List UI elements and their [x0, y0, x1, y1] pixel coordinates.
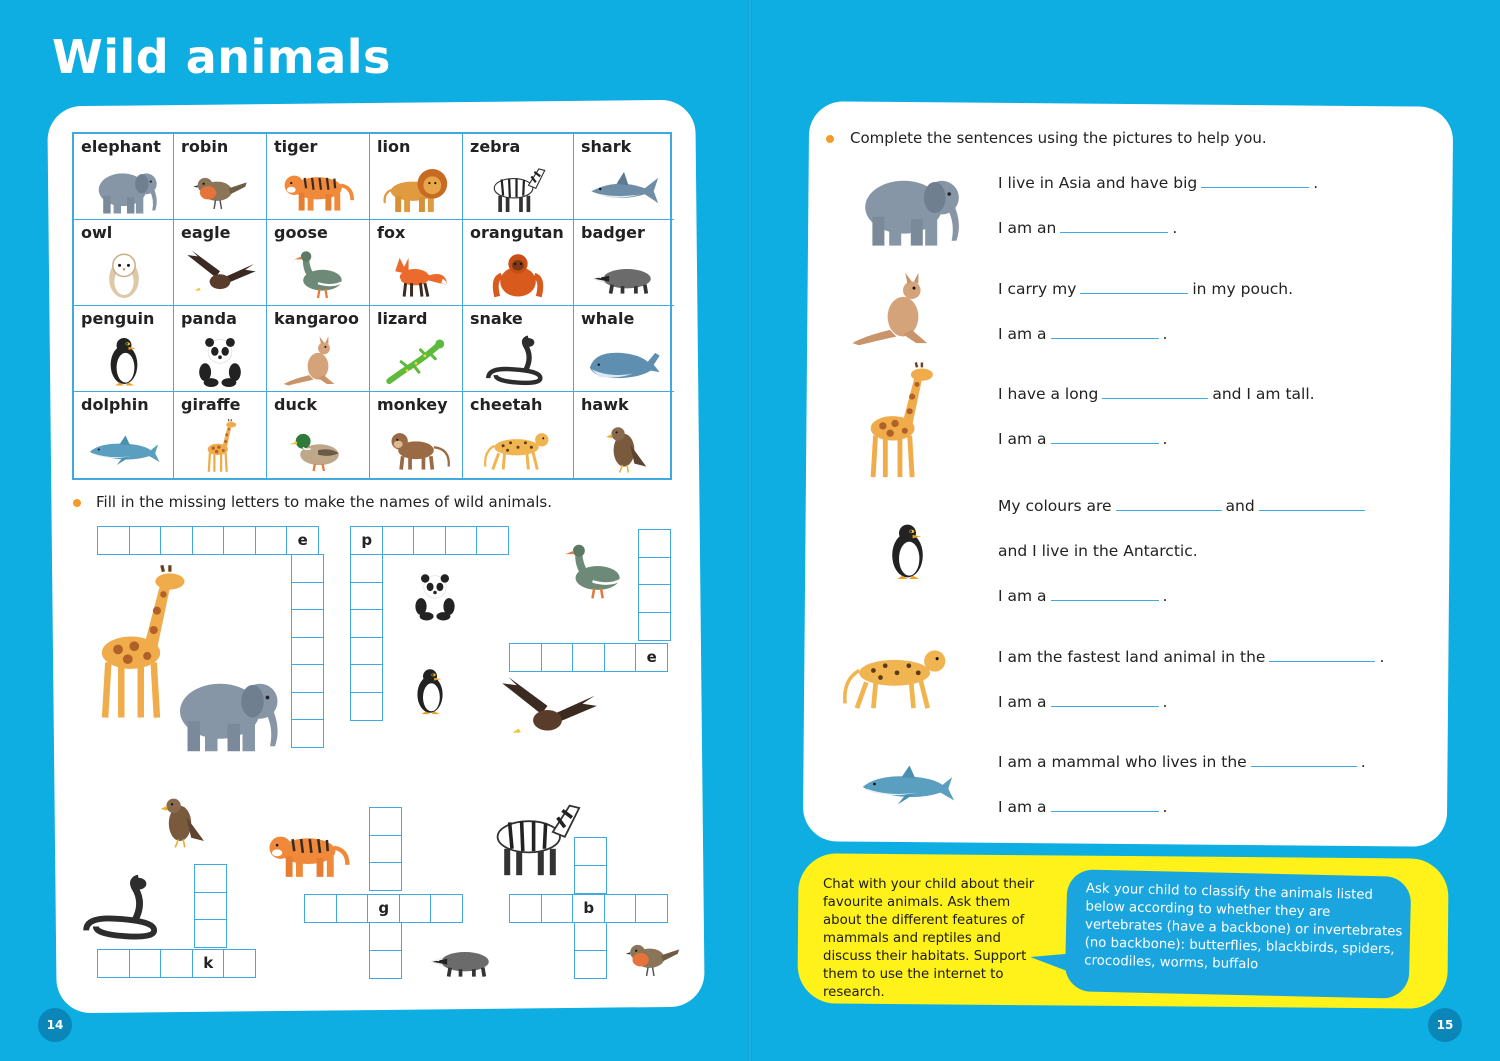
eagle-icon: [180, 249, 260, 301]
word-label: giraffe: [181, 395, 241, 414]
grid-cell-giraffe: [174, 392, 267, 478]
crossword-panda-down: [351, 555, 383, 720]
letter-box[interactable]: [350, 692, 383, 721]
tiger-icon: [248, 822, 368, 882]
penguin-icon: [395, 652, 465, 730]
sentence-text: .: [1360, 753, 1366, 771]
bullet-dot: [73, 499, 81, 507]
sentence-dolphin-1: [998, 753, 1366, 771]
shark-icon: [584, 163, 664, 215]
word-label: duck: [274, 395, 317, 414]
sentence-text: I have a long: [998, 385, 1099, 403]
goose-icon: [550, 535, 635, 609]
sentence-penguin-3: [998, 587, 1167, 605]
grid-cell-whale: [574, 306, 674, 392]
grid-cell-shark: [574, 134, 674, 220]
sentence-text: .: [1162, 430, 1168, 448]
tiger-icon: [278, 163, 358, 215]
sentence-text: I am an: [998, 219, 1057, 237]
letter-box[interactable]: [509, 643, 542, 672]
word-label: robin: [181, 137, 229, 156]
animal-word-grid: [72, 132, 672, 480]
word-label: eagle: [181, 223, 231, 242]
grid-cell-kangaroo: [267, 306, 370, 392]
letter-box[interactable]: [350, 664, 383, 693]
grid-cell-badger: [574, 220, 674, 306]
word-label: hawk: [581, 395, 629, 414]
letter-box[interactable]: [638, 612, 671, 641]
hawk-icon: [140, 786, 220, 856]
sentence-giraffe-2: [998, 430, 1167, 448]
sentence-text: .: [1162, 693, 1168, 711]
chat-tip-text: Chat with your child about their favourite animals. Ask them about the different features of mammals and reptiles and discuss their habitats. Support them to use the internet to research.: [823, 877, 1035, 1000]
letter-box[interactable]: [604, 894, 637, 923]
sentence-text: .: [1162, 798, 1168, 816]
sentence-text: I am a: [998, 325, 1047, 343]
dolphin-icon: [84, 422, 164, 474]
letter-box[interactable]: [97, 526, 130, 555]
robin-icon: [180, 163, 260, 215]
word-label: panda: [181, 309, 237, 328]
grid-cell-panda: [174, 306, 267, 392]
sentence-text: and: [1225, 497, 1255, 515]
answer-blank[interactable]: [1051, 587, 1159, 601]
letter-box[interactable]: [445, 526, 478, 555]
letter-box[interactable]: [194, 864, 227, 893]
letter-box[interactable]: [255, 526, 288, 555]
letter-box[interactable]: [223, 949, 256, 978]
snake-icon: [70, 874, 180, 942]
sentence-kangaroo-2: [998, 325, 1167, 343]
sentence-elephant-1: [998, 174, 1318, 192]
grid-cell-duck: [267, 392, 370, 478]
giraffe-icon: [855, 360, 940, 482]
letter-box[interactable]: [194, 919, 227, 948]
letter-box-g[interactable]: g: [367, 894, 400, 923]
kangaroo-icon: [278, 335, 358, 387]
sentence-kangaroo-1: [998, 280, 1293, 298]
letter-box[interactable]: [336, 894, 369, 923]
elephant-icon: [160, 664, 285, 756]
letter-box[interactable]: [223, 526, 256, 555]
word-label: tiger: [274, 137, 318, 156]
letter-box-p[interactable]: p: [350, 526, 383, 555]
letter-box-k[interactable]: k: [192, 949, 225, 978]
hawk-icon: [584, 422, 664, 474]
badger-icon: [584, 249, 664, 301]
book-spine: [748, 0, 752, 1061]
lizard-icon: [376, 335, 456, 387]
letter-box[interactable]: [635, 894, 668, 923]
letter-box[interactable]: [350, 554, 383, 583]
crossword-elephant-across: [98, 527, 319, 555]
elephant-icon: [846, 158, 966, 254]
zebra-icon: [478, 163, 558, 215]
speech-bubble-text: Ask your child to classify the animals listed below according to whether they are vertebrates (have a backbone) or invertebrates (no backbone): butterflies, blackbirds, spiders, crocodiles, worms, buffalo: [1084, 881, 1403, 973]
letter-box[interactable]: [369, 862, 402, 891]
letter-box[interactable]: [304, 894, 337, 923]
answer-blank[interactable]: [1051, 693, 1159, 707]
word-label: penguin: [81, 309, 155, 328]
grid-cell-snake: [463, 306, 574, 392]
cheetah-icon: [478, 422, 558, 474]
letter-box-e[interactable]: e: [286, 526, 319, 555]
snake-icon: [478, 335, 558, 387]
goose-icon: [278, 249, 358, 301]
giraffe-icon: [200, 418, 240, 474]
grid-cell-owl: [74, 220, 174, 306]
sentence-dolphin-2: [998, 798, 1167, 816]
grid-cell-monkey: [370, 392, 463, 478]
crossword-robin-across: [510, 895, 668, 923]
crossword-goose-down: [639, 530, 671, 640]
sentence-text: I am a: [998, 693, 1047, 711]
word-label: goose: [274, 223, 328, 242]
letter-box[interactable]: [291, 692, 324, 721]
sentence-giraffe-1: [998, 385, 1315, 403]
sentence-text: I live in Asia and have big: [998, 174, 1198, 192]
sentence-text: I carry my: [998, 280, 1077, 298]
word-label: lizard: [377, 309, 428, 328]
grid-cell-cheetah: [463, 392, 574, 478]
sentence-elephant-2: [998, 219, 1177, 237]
letter-box[interactable]: [129, 526, 162, 555]
whale-icon: [584, 335, 664, 387]
answer-blank[interactable]: [1259, 497, 1365, 511]
grid-cell-penguin: [74, 306, 174, 392]
letter-box[interactable]: [291, 637, 324, 666]
answer-blank[interactable]: [1051, 430, 1159, 444]
grid-cell-hawk: [574, 392, 674, 478]
duck-icon: [278, 422, 358, 474]
word-label: zebra: [470, 137, 521, 156]
sentence-cheetah-2: [998, 693, 1167, 711]
crossword-hawk-down: [195, 865, 227, 948]
sentence-text: .: [1313, 174, 1319, 192]
badger-icon: [410, 932, 514, 984]
answer-blank[interactable]: [1080, 280, 1188, 294]
letter-box[interactable]: [291, 719, 324, 748]
sentence-text: My colours are: [998, 497, 1112, 515]
word-label: dolphin: [81, 395, 149, 414]
letter-box[interactable]: [541, 643, 574, 672]
crossword-zebra-down-lower: [575, 923, 607, 978]
sentence-text: in my pouch.: [1192, 280, 1294, 298]
letter-box[interactable]: [541, 894, 574, 923]
letter-box[interactable]: [572, 643, 605, 672]
letter-box[interactable]: [194, 892, 227, 921]
crossword-giraffe-down: [292, 555, 324, 748]
word-label: cheetah: [470, 395, 543, 414]
monkey-icon: [376, 422, 456, 474]
letter-box[interactable]: [97, 949, 130, 978]
sentence-text: I am the fastest land animal in the: [998, 648, 1266, 666]
crossword-snake-across: [98, 950, 256, 978]
sentence-penguin-2: [998, 542, 1198, 560]
letter-box[interactable]: [350, 582, 383, 611]
sentence-text: and I am tall.: [1212, 385, 1315, 403]
letter-box[interactable]: [399, 894, 432, 923]
letter-box[interactable]: [291, 582, 324, 611]
letter-box[interactable]: [160, 526, 193, 555]
answer-blank[interactable]: [1051, 325, 1159, 339]
letter-box[interactable]: [638, 584, 671, 613]
fox-icon: [376, 249, 456, 301]
letter-box[interactable]: [192, 526, 225, 555]
word-label: lion: [377, 137, 411, 156]
penguin-icon: [84, 335, 164, 387]
letter-box-b[interactable]: b: [572, 894, 605, 923]
sentence-text: I am a: [998, 587, 1047, 605]
grid-cell-eagle: [174, 220, 267, 306]
letter-box[interactable]: [369, 835, 402, 864]
lion-icon: [376, 163, 456, 215]
grid-cell-robin: [174, 134, 267, 220]
sentence-penguin-1: [998, 497, 1369, 515]
panda-icon: [180, 335, 260, 387]
word-label: whale: [581, 309, 635, 328]
grid-cell-lion: [370, 134, 463, 220]
letter-box-e[interactable]: e: [635, 643, 668, 672]
letter-box[interactable]: [430, 894, 463, 923]
grid-cell-zebra: [463, 134, 574, 220]
kangaroo-icon: [848, 264, 958, 354]
grid-cell-tiger: [267, 134, 370, 220]
word-label: fox: [377, 223, 406, 242]
crossword-tiger-down-lower: [370, 923, 402, 978]
bullet-dot: [826, 135, 834, 143]
word-label: snake: [470, 309, 523, 328]
owl-icon: [84, 249, 164, 301]
grid-cell-goose: [267, 220, 370, 306]
answer-blank[interactable]: [1102, 385, 1208, 399]
elephant-icon: [84, 163, 164, 215]
letter-box[interactable]: [291, 609, 324, 638]
letter-box[interactable]: [369, 950, 402, 979]
cheetah-icon: [838, 628, 956, 720]
letter-box[interactable]: [350, 637, 383, 666]
grid-cell-elephant: [74, 134, 174, 220]
letter-box[interactable]: [291, 554, 324, 583]
grid-cell-fox: [370, 220, 463, 306]
sentence-text: I am a mammal who lives in the: [998, 753, 1247, 771]
answer-blank[interactable]: [1201, 174, 1309, 188]
sentence-cheetah-1: [998, 648, 1384, 666]
letter-box[interactable]: [369, 922, 402, 951]
sentence-text: I am a: [998, 798, 1047, 816]
letter-box[interactable]: [129, 949, 162, 978]
orangutan-icon: [478, 249, 558, 301]
page-title: Wild animals: [52, 30, 391, 84]
word-label: shark: [581, 137, 632, 156]
sentence-text: .: [1162, 325, 1168, 343]
sentence-text: I am a: [998, 430, 1047, 448]
letter-box[interactable]: [509, 894, 542, 923]
zebra-icon: [476, 790, 596, 886]
letter-box[interactable]: [638, 529, 671, 558]
sentence-text: .: [1379, 648, 1385, 666]
word-label: owl: [81, 223, 113, 242]
grid-cell-dolphin: [74, 392, 174, 478]
fill-instruction: Fill in the missing letters to make the names of wild animals.: [96, 493, 552, 511]
crossword-penguin-across: [351, 527, 509, 555]
word-label: kangaroo: [274, 309, 359, 328]
crossword-badger-across: [305, 895, 463, 923]
word-label: elephant: [81, 137, 161, 156]
answer-blank[interactable]: [1116, 497, 1222, 511]
page-number-left: 14: [38, 1008, 72, 1042]
word-label: badger: [581, 223, 645, 242]
answer-blank[interactable]: [1060, 219, 1168, 233]
panda-icon: [400, 565, 470, 627]
grid-cell-orangutan: [463, 220, 574, 306]
letter-box[interactable]: [574, 950, 607, 979]
letter-box[interactable]: [476, 526, 509, 555]
word-label: orangutan: [470, 223, 564, 242]
page-number-right: 15: [1428, 1008, 1462, 1042]
answer-blank[interactable]: [1051, 798, 1159, 812]
letter-box[interactable]: [574, 922, 607, 951]
sentence-text: .: [1162, 587, 1168, 605]
word-label: monkey: [377, 395, 448, 414]
letter-box[interactable]: [160, 949, 193, 978]
letter-box[interactable]: [413, 526, 446, 555]
letter-box[interactable]: [369, 807, 402, 836]
penguin-icon: [865, 508, 950, 594]
sentence-text: .: [1172, 219, 1178, 237]
letter-box[interactable]: [350, 609, 383, 638]
robin-icon: [615, 930, 690, 982]
eagle-icon: [495, 675, 600, 747]
letter-box[interactable]: [604, 643, 637, 672]
answer-blank[interactable]: [1269, 648, 1375, 662]
answer-blank[interactable]: [1251, 753, 1357, 767]
letter-box[interactable]: [382, 526, 415, 555]
letter-box[interactable]: [638, 557, 671, 586]
grid-cell-lizard: [370, 306, 463, 392]
sentences-instruction: Complete the sentences using the pictures to help you.: [850, 129, 1267, 147]
sentence-text: and I live in the Antarctic.: [998, 542, 1198, 560]
letter-box[interactable]: [291, 664, 324, 693]
dolphin-icon: [845, 748, 970, 816]
crossword-tiger-down: [370, 808, 402, 891]
crossword-eagle-across: [510, 644, 668, 672]
